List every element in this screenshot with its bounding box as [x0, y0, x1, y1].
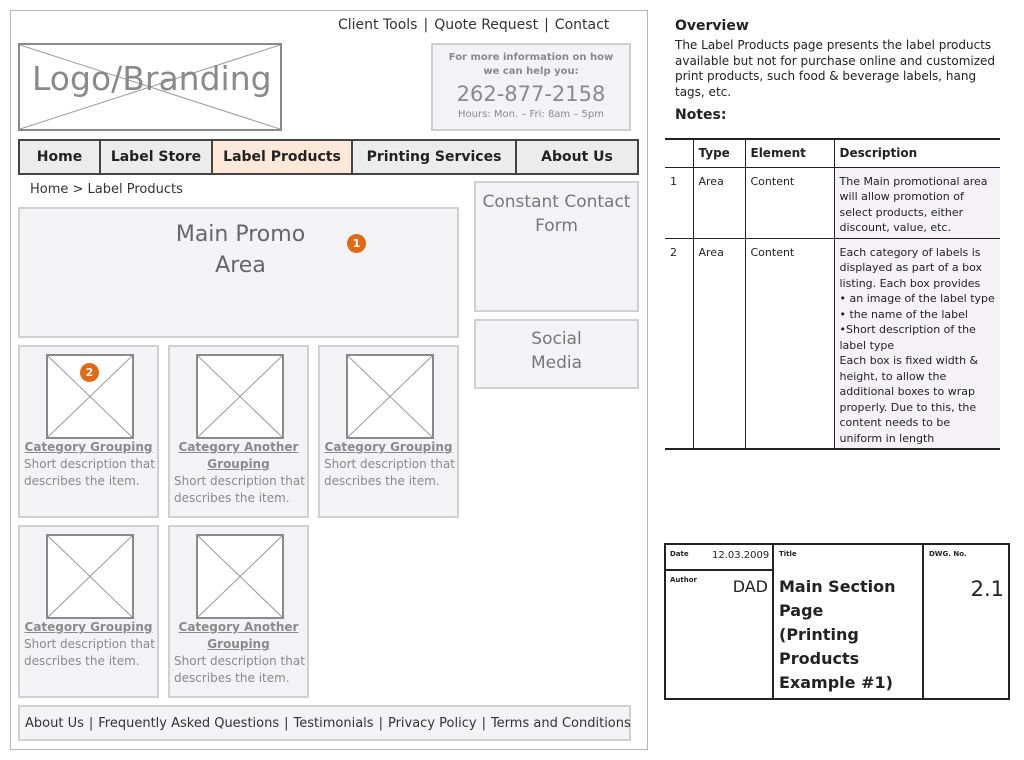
- phone-number[interactable]: 262-877-2158: [456, 82, 606, 106]
- drawing-title-line: Page: [779, 601, 824, 620]
- drawing-title-line: Products: [779, 649, 860, 668]
- header-type: Type: [693, 139, 745, 167]
- drawing-title-block: [664, 543, 1010, 700]
- drawing-title-line: Main Section: [779, 577, 896, 596]
- description-line: The Main promotional area will allow promotion of select products, either discount, value, etc.: [839, 174, 988, 234]
- category-desc-line2: describes the item.: [24, 474, 140, 488]
- category-image-placeholder[interactable]: [196, 534, 284, 619]
- drawing-title-line: (Printing: [779, 625, 859, 644]
- overview-text: The Label Products page presents the label products available but not for purchase online and customized print products, such food & beverage labels, hang tags, etc.: [675, 38, 996, 99]
- constant-contact-line2: Form: [535, 216, 578, 236]
- promo-title-line1: Main Promo: [175, 222, 306, 247]
- separator: |: [378, 715, 383, 731]
- nav-item-label-products[interactable]: Label Products: [213, 141, 353, 173]
- top-link-client-tools[interactable]: Client Tools: [338, 17, 418, 33]
- category-desc-line1: Short description that: [174, 474, 305, 488]
- nav-item-home[interactable]: Home: [20, 141, 101, 173]
- category-name-line1: Category Grouping: [24, 620, 153, 634]
- description-line: Each category of labels is displayed as part of a box listing. Each box provides: [839, 245, 983, 290]
- footer-links: [18, 705, 631, 741]
- separator: |: [88, 715, 94, 731]
- date-value: 12.03.2009: [712, 550, 770, 561]
- drawing-title-line: Example #1): [779, 673, 893, 692]
- notes-table: [665, 138, 1000, 450]
- category-name-line1: Category Another: [178, 440, 299, 454]
- date-label: Date: [670, 550, 689, 558]
- header-number: [665, 139, 693, 167]
- logo-placeholder[interactable]: [18, 43, 282, 131]
- row-description: [834, 167, 1000, 238]
- footer-link-about-us[interactable]: About Us: [25, 715, 84, 731]
- table-row: [665, 167, 1000, 238]
- date-cell: [666, 545, 774, 571]
- row-element: Content: [745, 167, 834, 238]
- contact-info-box: [431, 43, 631, 131]
- constant-contact-line1: Constant Contact: [482, 192, 631, 212]
- category-name[interactable]: [24, 439, 153, 456]
- category-name-line2: Grouping: [207, 457, 270, 471]
- title-label: Title: [779, 550, 797, 558]
- annotation-marker-1: 1: [347, 234, 366, 253]
- table-header-row: [665, 139, 1000, 167]
- promo-title-line2: Area: [215, 253, 266, 278]
- category-box[interactable]: [168, 345, 309, 518]
- top-links: [338, 17, 609, 33]
- category-name-line1: Category Grouping: [324, 440, 453, 454]
- description-line: • the name of the label: [839, 307, 968, 321]
- overview-title: Overview: [675, 18, 749, 34]
- category-image-placeholder[interactable]: [346, 354, 434, 439]
- table-row: [665, 238, 1000, 449]
- category-description: [24, 456, 157, 490]
- promo-title: [20, 219, 461, 281]
- contact-info-text: For more information on how we can help you:: [448, 52, 614, 77]
- category-description: [174, 653, 307, 687]
- breadcrumb[interactable]: Home > Label Products: [30, 182, 183, 197]
- category-box[interactable]: [318, 345, 459, 518]
- main-nav: [18, 139, 639, 175]
- row-type: Area: [693, 238, 745, 449]
- category-desc-line2: describes the item.: [24, 654, 140, 668]
- footer-link-privacy-policy[interactable]: Privacy Policy: [387, 715, 477, 731]
- header-element: Element: [745, 139, 834, 167]
- drawing-title: [779, 575, 896, 695]
- nav-item-printing-services[interactable]: Printing Services: [353, 141, 517, 173]
- category-name[interactable]: [174, 439, 303, 473]
- category-name[interactable]: [24, 619, 153, 636]
- author-label: Author: [670, 576, 697, 584]
- category-desc-line2: describes the item.: [174, 671, 290, 685]
- category-desc-line1: Short description that: [24, 637, 155, 651]
- footer-link-testimonials[interactable]: Testimonials: [293, 715, 374, 731]
- category-description: [174, 473, 307, 507]
- dwg-number: 2.1: [970, 577, 1004, 601]
- description-line: •Short description of the label type: [839, 323, 976, 352]
- main-promo-area[interactable]: [18, 207, 459, 338]
- social-media-box[interactable]: [474, 319, 639, 389]
- social-media-line2: Media: [530, 353, 583, 373]
- footer-link-faq[interactable]: Frequently Asked Questions: [98, 715, 280, 731]
- title-cell: [774, 545, 924, 698]
- annotation-marker-2: 2: [80, 363, 99, 382]
- social-media-line1: Social: [531, 329, 582, 349]
- category-name-line1: Category Grouping: [24, 440, 153, 454]
- dwg-label: DWG. No.: [929, 550, 967, 558]
- separator: |: [481, 715, 486, 731]
- category-name[interactable]: [324, 439, 453, 456]
- row-number: 1: [665, 167, 693, 238]
- separator: |: [544, 17, 549, 33]
- category-desc-line1: Short description that: [324, 457, 455, 471]
- placeholder-cross-icon: [198, 356, 282, 437]
- category-description: [324, 456, 457, 490]
- description-line: • an image of the label type: [839, 292, 995, 305]
- top-link-contact[interactable]: Contact: [554, 17, 610, 33]
- footer-link-terms[interactable]: Terms and Conditions: [490, 715, 631, 731]
- category-box[interactable]: [18, 345, 159, 518]
- category-desc-line1: Short description that: [24, 457, 155, 471]
- notes-title: Notes:: [675, 107, 727, 123]
- category-desc-line1: Short description that: [174, 654, 305, 668]
- category-desc-line2: describes the item.: [174, 491, 290, 505]
- category-description: [24, 636, 157, 670]
- separator: |: [284, 715, 289, 731]
- separator: |: [423, 17, 429, 33]
- category-desc-line2: describes the item.: [324, 474, 440, 488]
- category-box[interactable]: [18, 525, 159, 698]
- category-name-line2: Grouping: [207, 637, 270, 651]
- nav-item-label-store[interactable]: Label Store: [101, 141, 213, 173]
- constant-contact-form[interactable]: [474, 181, 639, 312]
- placeholder-cross-icon: [48, 536, 132, 617]
- category-image-placeholder[interactable]: [196, 354, 284, 439]
- placeholder-cross-icon: [198, 536, 282, 617]
- logo-text: Logo/Branding: [32, 59, 272, 98]
- business-hours: Hours: Mon. – Fri: 8am – 5pm: [458, 109, 604, 120]
- description-line: Each box is fixed width & height, to allow the additional boxes to wrap properly. Due to this, the content needs to be uniform in length: [839, 354, 979, 445]
- dwg-number-cell: [924, 545, 1008, 698]
- row-type: Area: [693, 167, 745, 238]
- top-link-quote-request[interactable]: Quote Request: [434, 17, 539, 33]
- category-name-line1: Category Another: [178, 620, 299, 634]
- row-number: 2: [665, 238, 693, 449]
- category-image-placeholder[interactable]: [46, 534, 134, 619]
- row-element: Content: [745, 238, 834, 449]
- author-value: DAD: [732, 577, 768, 596]
- category-box[interactable]: [168, 525, 309, 698]
- author-cell: [666, 571, 774, 698]
- nav-item-about-us[interactable]: About Us: [541, 149, 613, 165]
- category-name[interactable]: [174, 619, 303, 653]
- header-description: Description: [834, 139, 1000, 167]
- row-description: [834, 238, 1000, 449]
- placeholder-cross-icon: [348, 356, 432, 437]
